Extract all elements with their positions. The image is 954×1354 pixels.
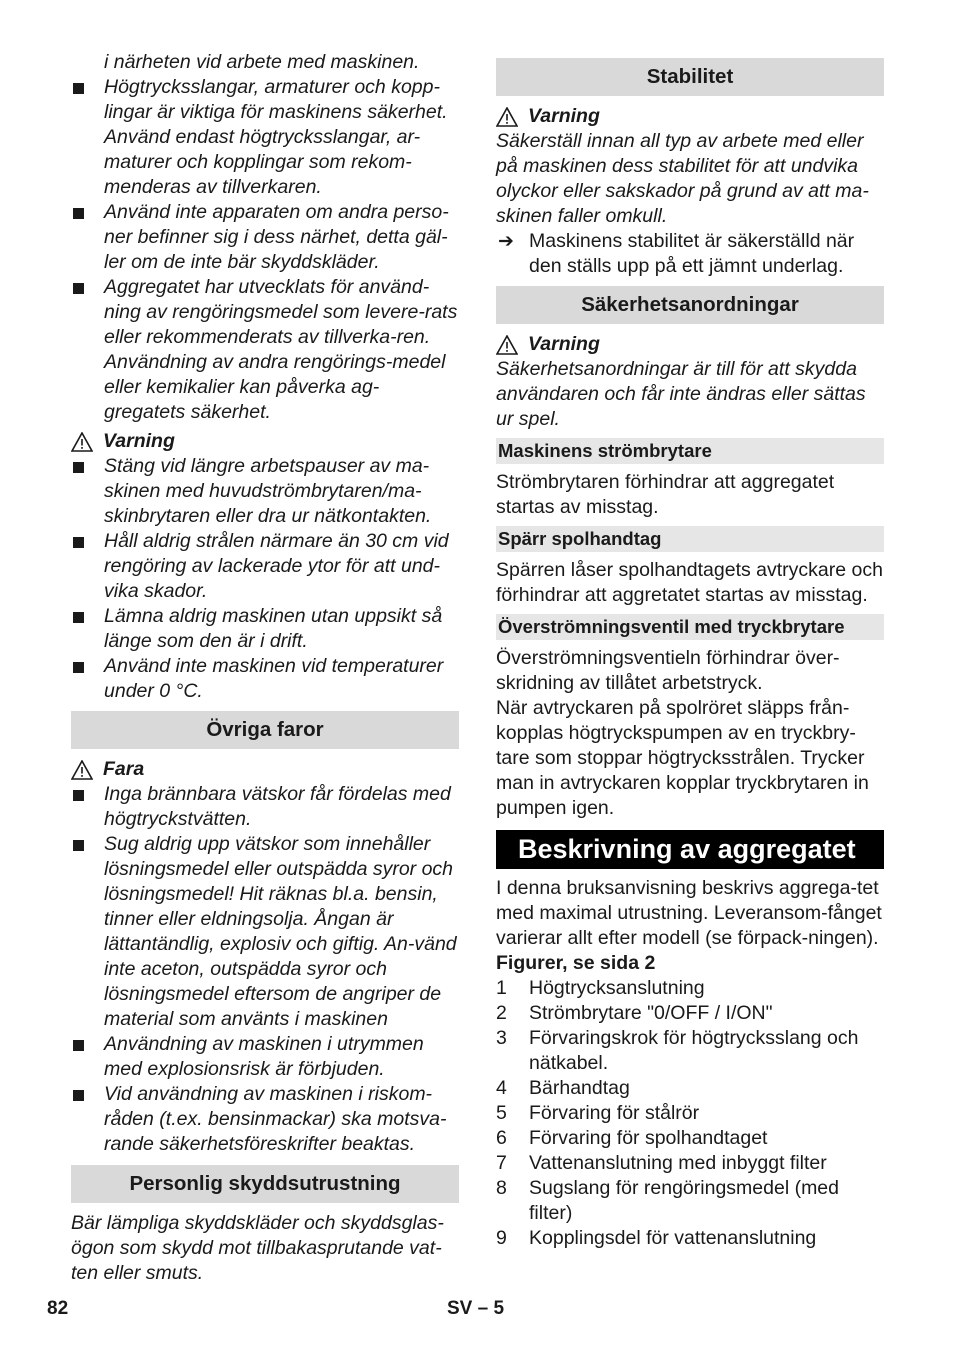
bullet-item bbox=[71, 1032, 459, 1082]
list-item bbox=[496, 1001, 884, 1026]
warning-label: Varning bbox=[528, 333, 600, 355]
list-item-number: 5 bbox=[496, 1102, 507, 1124]
warning-triangle-icon bbox=[496, 335, 518, 355]
list-item-text: Högtrycksanslutning bbox=[529, 977, 705, 999]
bullet-text: Vid användning av maskinen i riskom-råden (t.ex. bensinmackar) ska motsva-rande säkerhetsföreskrifter beaktas. bbox=[104, 1083, 447, 1155]
bullet-square-icon bbox=[73, 83, 84, 94]
list-item bbox=[496, 1076, 884, 1101]
subheading-strombrytare: Maskinens strömbrytare bbox=[496, 438, 884, 464]
section-heading-personlig: Personlig skyddsutrustning bbox=[71, 1165, 459, 1203]
bullet-text: Använd inte apparaten om andra perso-ner befinner sig i dess närhet, detta gäl-ler om de inte bär skyddskläder. bbox=[104, 201, 449, 273]
list-item-number: 8 bbox=[496, 1177, 507, 1199]
bullet-square-icon bbox=[73, 208, 84, 219]
list-item-text: Förvaringskrok för högtrycksslang och nätkabel. bbox=[529, 1027, 859, 1074]
list-item-text: Sugslang för rengöringsmedel (med filter) bbox=[529, 1177, 840, 1224]
list-item-number: 1 bbox=[496, 977, 507, 999]
bullet-text: Använd inte maskinen vid temperaturer under 0 °C. bbox=[104, 655, 444, 702]
bullet-item bbox=[71, 782, 459, 832]
subheading-sparr: Spärr spolhandtag bbox=[496, 526, 884, 552]
bullet-text: Användning av maskinen i utrymmen med explosionsrisk är förbjuden. bbox=[104, 1033, 424, 1080]
component-list bbox=[496, 976, 884, 1251]
list-item-number: 7 bbox=[496, 1152, 507, 1174]
bullet-item bbox=[71, 604, 459, 654]
continuation-text: i närheten vid arbete med maskinen. bbox=[104, 51, 420, 73]
bullet-item bbox=[71, 529, 459, 604]
figurer-label: Figurer, se sida 2 bbox=[496, 952, 656, 974]
list-item-text: Förvaring för stålrör bbox=[529, 1102, 700, 1124]
bullet-item bbox=[71, 200, 459, 275]
list-item-number: 9 bbox=[496, 1227, 507, 1249]
stabilitet-instruction bbox=[496, 229, 884, 279]
bullet-text: Högtrycksslangar, armaturer och kopp-lingar är viktiga för maskinens säkerhet. Använd endast högtrycksslangar, ar-maturer och kopplingar som rekom-menderas av tillverkaren. bbox=[104, 76, 448, 198]
bullet-list-c bbox=[71, 782, 459, 1157]
bullet-item bbox=[71, 654, 459, 704]
list-item-text: Strömbrytare "0/OFF / I/ON" bbox=[529, 1002, 773, 1024]
sakerhet-text: Säkerhetsanordningar är till för att skydda användaren och får inte ändras eller sättas ur spel. bbox=[496, 358, 866, 430]
section-page-number: SV – 5 bbox=[447, 1298, 505, 1319]
subheading-overstromning: Överströmningsventil med tryckbrytare bbox=[496, 614, 884, 640]
list-item-number: 4 bbox=[496, 1077, 507, 1099]
right-column bbox=[496, 58, 884, 1251]
bullet-square-icon bbox=[73, 283, 84, 294]
warning-triangle-icon bbox=[71, 432, 93, 452]
bullet-text: Lämna aldrig maskinen utan uppsikt så länge som den är i drift. bbox=[104, 605, 443, 652]
instruction-text: Maskinens stabilitet är säkerställd när den ställs upp på ett jämnt underlag. bbox=[529, 230, 855, 277]
sparr-text: Spärren låser spolhandtagets avtryckare och förhindrar att aggretatet startas av misstag. bbox=[496, 559, 883, 606]
chapter-heading: Beskrivning av aggregatet bbox=[496, 830, 884, 869]
warning-heading bbox=[496, 104, 884, 129]
warning-label: Varning bbox=[103, 430, 175, 452]
strombrytare-text: Strömbrytaren förhindrar att aggregatet startas av misstag. bbox=[496, 471, 835, 518]
bullet-text: Stäng vid längre arbetspauser av ma-skinen med huvudströmbrytaren/ma-skinbrytaren eller dra ur nätkontakten. bbox=[104, 455, 432, 527]
warning-label: Varning bbox=[528, 105, 600, 127]
danger-label: Fara bbox=[103, 758, 145, 780]
bullet-item bbox=[71, 832, 459, 1032]
left-column bbox=[71, 50, 459, 1286]
list-item-number: 6 bbox=[496, 1127, 507, 1149]
personlig-text: Bär lämpliga skyddskläder och skyddsglas-ögon som skydd mot tillbakasprutande vat-ten eller smuts. bbox=[71, 1212, 444, 1284]
bullet-text: Aggregatet har utvecklats för använd-ning av rengöringsmedel som levere-rats eller rekommenderats av tillverka-ren. Användning av andra rengörings-medel eller kemikalier kan påverka ag-gregatets säkerhet. bbox=[104, 276, 458, 423]
list-item-text: Kopplingsdel för vattenanslutning bbox=[529, 1227, 817, 1249]
list-item bbox=[496, 1026, 884, 1076]
list-item bbox=[496, 1126, 884, 1151]
overstromning-text-1: Överströmningsventieln förhindrar över-skridning av tillåtet arbetstryck. bbox=[496, 647, 840, 694]
section-heading-stabilitet: Stabilitet bbox=[496, 58, 884, 96]
bullet-item bbox=[71, 1082, 459, 1157]
bullet-item bbox=[71, 454, 459, 529]
bullet-square-icon bbox=[73, 1040, 84, 1051]
list-item-text: Vattenanslutning med inbyggt filter bbox=[529, 1152, 827, 1174]
bullet-item bbox=[71, 75, 459, 200]
list-item bbox=[496, 1176, 884, 1226]
stabilitet-text: Säkerställ innan all typ av arbete med eller på maskinen dess stabilitet för att undvika olyckor eller sakskador på grund av att ma-skinen faller omkull. bbox=[496, 130, 869, 227]
warning-heading bbox=[71, 429, 459, 454]
bullet-square-icon bbox=[73, 1090, 84, 1101]
warning-triangle-icon bbox=[71, 760, 93, 780]
list-item-text: Bärhandtag bbox=[529, 1077, 630, 1099]
bullet-square-icon bbox=[73, 462, 84, 473]
overstromning-text-2: När avtryckaren på spolröret släpps från-kopplas högtryckspumpen av en tryckbry-tare som stoppar högtrycksstrålen. Trycker man in avtryckaren kopplar tryckbrytaren in pumpen igen. bbox=[496, 697, 869, 819]
bullet-text: Håll aldrig strålen närmare än 30 cm vid rengöring av lackerade ytor för att und-vika skador. bbox=[104, 530, 449, 602]
section-heading-ovriga: Övriga faror bbox=[71, 711, 459, 749]
page-number: 82 bbox=[47, 1298, 69, 1319]
bullet-item bbox=[71, 275, 459, 425]
bullet-square-icon bbox=[73, 790, 84, 801]
bullet-list-b bbox=[71, 454, 459, 704]
list-item-number: 2 bbox=[496, 1002, 507, 1024]
bullet-square-icon bbox=[73, 840, 84, 851]
list-item bbox=[496, 1226, 884, 1251]
bullet-square-icon bbox=[73, 537, 84, 548]
bullet-square-icon bbox=[73, 662, 84, 673]
warning-heading bbox=[496, 332, 884, 357]
list-item-number: 3 bbox=[496, 1027, 507, 1049]
bullet-list-a bbox=[71, 75, 459, 425]
arrow-right-icon: ➔ bbox=[498, 231, 514, 252]
section-heading-sakerhet: Säkerhetsanordningar bbox=[496, 286, 884, 324]
warning-triangle-icon bbox=[496, 107, 518, 127]
bullet-text: Inga brännbara vätskor får fördelas med högtryckstvätten. bbox=[104, 783, 451, 830]
bullet-square-icon bbox=[73, 612, 84, 623]
beskrivning-text: I denna bruksanvisning beskrivs aggrega-tet med maximal utrustning. Leveransom-fånget varierar allt efter modell (se förpack-ningen). bbox=[496, 877, 882, 949]
list-item bbox=[496, 976, 884, 1001]
list-item bbox=[496, 1151, 884, 1176]
list-item bbox=[496, 1101, 884, 1126]
danger-heading bbox=[71, 757, 459, 782]
bullet-text: Sug aldrig upp vätskor som innehåller lösningsmedel eller outspädda syror och lösningsmedel! Hit räknas bl.a. bensin, tinner eller eldningsolja. Ångan är lättantändlig, explosiv och giftig. An-vänd inte aceton, outspädda syror och lösningsmedel eftersom de angriper de material som använts i maskinen bbox=[104, 833, 457, 1030]
list-item-text: Förvaring för spolhandtaget bbox=[529, 1127, 768, 1149]
